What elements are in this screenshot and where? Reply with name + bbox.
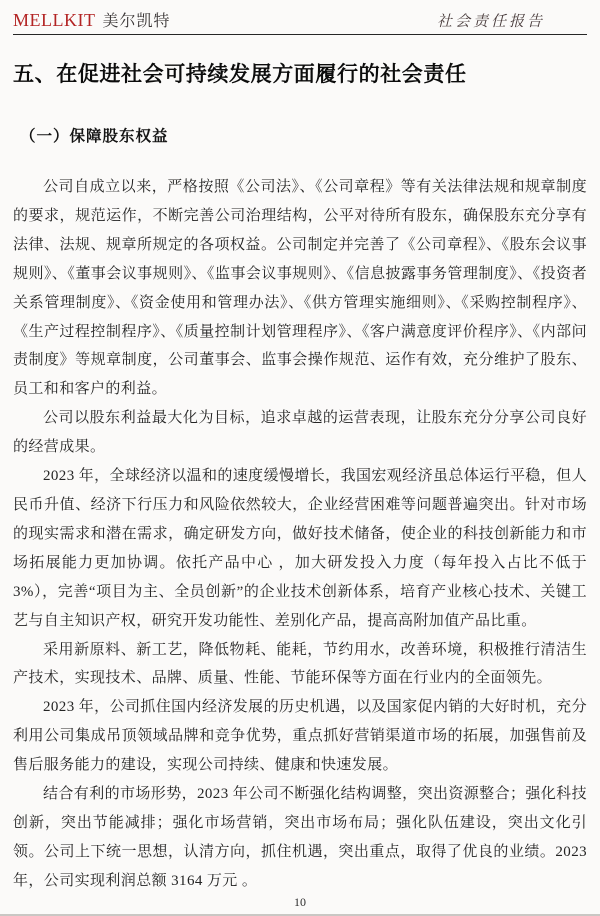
body-text (13, 173, 587, 896)
brand (13, 8, 171, 31)
paragraph-clean-production: 采用新原料、新工艺，降低物耗、能耗，节约用水，改善环境，积极推行清洁生产技术，实现技术、品牌、质量、性能、节能环保等方面在行业内的全面领先。 (13, 641, 587, 687)
section-title: 五、在促进社会可持续发展方面履行的社会责任 (13, 62, 467, 86)
brand-name-chinese: 美尔凯特 (102, 13, 171, 30)
subsection-title: （一）保障股东权益 (20, 128, 169, 145)
brand-logo-text: MELLKIT (13, 10, 96, 30)
page-header (13, 9, 587, 31)
paragraph-2023-economy-rnd: 2023 年，全球经济以温和的速度缓慢增长，我国宏观经济虽总体运行平稳，但人民币升值、经济下行压力和风险依然较大，企业经营困难等问题普遍突出。针对市场的现实需求和潜在需求，确定研发方向，做好技术储备，使企业的科技创新能力和市场拓展能力更加协调。依托产品中心 ，加大研发投入力度（每年投入占比不低于 3%），完善“项目为主、全员创新”的企业技术创新体系，培育产业核心技术、关键工艺与自主知识产权，研究开发功能性、差别化产品，提高高附加值产品比重。 (13, 468, 587, 629)
paragraph-market-opportunity: 2023 年，公司抓住国内经济发展的历史机遇，以及国家促内销的大好时机，充分利用公司集成吊顶领域品牌和竞争优势，重点抓好营销渠道市场的拓展，加强售前及售后服务能力的建设，实现公司持续、健康和快速发展。 (13, 699, 587, 774)
document-title-header: 社会责任报告 (436, 14, 545, 30)
paragraph-shareholder-rights: 公司自成立以来，严格按照《公司法》、《公司章程》等有关法律法规和规章制度的要求，规范运作，不断完善公司治理结构，公平对待所有股东，确保股东充分享有法律、法规、规章所规定的各项权益。公司制定并完善了《公司章程》、《股东会议事规则》、《董事会议事规则》、《监事会议事规则》、《信息披露事务管理制度》、《投资者关系管理制度》、《资金使用和管理办法》、《供方管理实施细则》、《采购控制程序》、《生产过程控制程序》、《质量控制计划管理程序》、《客户满意度评价程序》、《内部问责制度》等规章制度，公司董事会、监事会操作规范、运作有效，充分维护了股东、员工和和客户的利益。 (13, 179, 587, 398)
page-number: 10 (294, 895, 306, 909)
header-divider (13, 34, 587, 35)
paragraph-shareholder-interest: 公司以股东利益最大化为目标，追求卓越的运营表现，让股东充分分享公司良好的经营成果。 (13, 410, 587, 456)
paragraph-results-profit: 结合有利的市场形势，2023 年公司不断强化结构调整，突出资源整合；强化科技创新，突出节能减排；强化市场营销，突出市场布局；强化队伍建设，突出文化引领。公司上下统一思想，认清方向，抓住机遇，突出重点，取得了优良的业绩。2023 年，公司实现利润总额 3164 万元 。 (13, 786, 587, 889)
